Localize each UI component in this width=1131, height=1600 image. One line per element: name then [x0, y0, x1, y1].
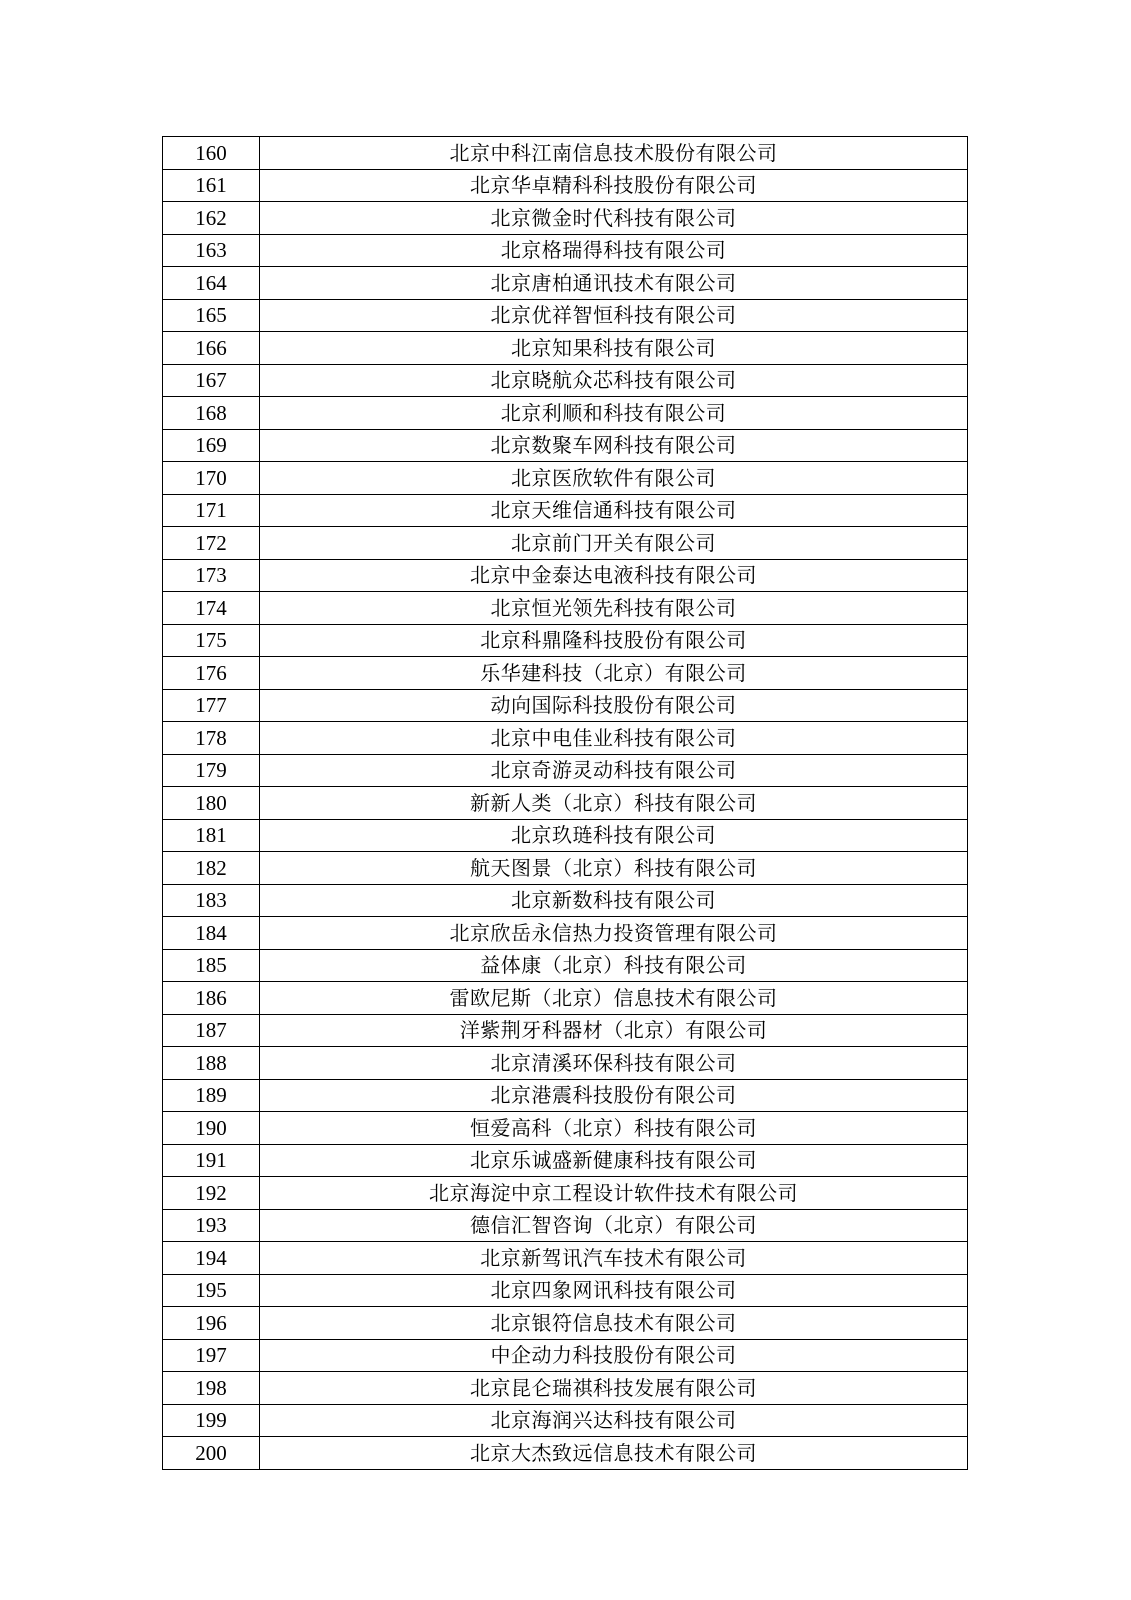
company-name-cell: 北京数聚车网科技有限公司 [260, 429, 968, 462]
table-row [163, 137, 968, 170]
company-name-cell: 北京乐诚盛新健康科技有限公司 [260, 1144, 968, 1177]
table-row [163, 982, 968, 1015]
company-name-cell: 北京大杰致远信息技术有限公司 [260, 1437, 968, 1470]
table-row [163, 332, 968, 365]
table-row [163, 494, 968, 527]
company-name-cell: 北京新数科技有限公司 [260, 884, 968, 917]
row-number-cell: 171 [163, 494, 260, 527]
table-row [163, 267, 968, 300]
company-name-cell: 北京欣岳永信热力投资管理有限公司 [260, 917, 968, 950]
company-name-cell: 北京恒光领先科技有限公司 [260, 592, 968, 625]
company-name-cell: 德信汇智咨询（北京）有限公司 [260, 1209, 968, 1242]
row-number-cell: 183 [163, 884, 260, 917]
row-number-cell: 166 [163, 332, 260, 365]
table-row [163, 819, 968, 852]
table-row [163, 1112, 968, 1145]
table-row [163, 202, 968, 235]
table-row [163, 462, 968, 495]
row-number-cell: 172 [163, 527, 260, 560]
table-row [163, 657, 968, 690]
table-row [163, 1437, 968, 1470]
row-number-cell: 199 [163, 1404, 260, 1437]
table-row [163, 884, 968, 917]
row-number-cell: 187 [163, 1014, 260, 1047]
company-name-cell: 动向国际科技股份有限公司 [260, 689, 968, 722]
table-row [163, 559, 968, 592]
row-number-cell: 192 [163, 1177, 260, 1210]
table-row [163, 592, 968, 625]
table-row [163, 1242, 968, 1275]
row-number-cell: 169 [163, 429, 260, 462]
company-name-cell: 北京唐柏通讯技术有限公司 [260, 267, 968, 300]
company-name-cell: 北京海淀中京工程设计软件技术有限公司 [260, 1177, 968, 1210]
row-number-cell: 194 [163, 1242, 260, 1275]
company-list-table [162, 136, 968, 1470]
row-number-cell: 195 [163, 1274, 260, 1307]
row-number-cell: 180 [163, 787, 260, 820]
company-name-cell: 北京优祥智恒科技有限公司 [260, 299, 968, 332]
row-number-cell: 170 [163, 462, 260, 495]
table-row [163, 1177, 968, 1210]
company-name-cell: 北京银符信息技术有限公司 [260, 1307, 968, 1340]
company-name-cell: 北京奇游灵动科技有限公司 [260, 754, 968, 787]
table-row [163, 852, 968, 885]
table-row [163, 1144, 968, 1177]
row-number-cell: 196 [163, 1307, 260, 1340]
table-row [163, 299, 968, 332]
row-number-cell: 165 [163, 299, 260, 332]
table-row [163, 169, 968, 202]
table-row [163, 787, 968, 820]
row-number-cell: 160 [163, 137, 260, 170]
table-row [163, 722, 968, 755]
company-name-cell: 北京中科江南信息技术股份有限公司 [260, 137, 968, 170]
table-row [163, 1274, 968, 1307]
table-row [163, 234, 968, 267]
company-name-cell: 北京华卓精科科技股份有限公司 [260, 169, 968, 202]
row-number-cell: 182 [163, 852, 260, 885]
company-name-cell: 北京港震科技股份有限公司 [260, 1079, 968, 1112]
row-number-cell: 188 [163, 1047, 260, 1080]
table-row [163, 364, 968, 397]
row-number-cell: 190 [163, 1112, 260, 1145]
row-number-cell: 191 [163, 1144, 260, 1177]
table-row [163, 1014, 968, 1047]
table-row [163, 397, 968, 430]
company-list-body [163, 137, 968, 1470]
company-name-cell: 益体康（北京）科技有限公司 [260, 949, 968, 982]
company-name-cell: 北京新驾讯汽车技术有限公司 [260, 1242, 968, 1275]
row-number-cell: 176 [163, 657, 260, 690]
row-number-cell: 200 [163, 1437, 260, 1470]
table-row [163, 624, 968, 657]
company-name-cell: 中企动力科技股份有限公司 [260, 1339, 968, 1372]
row-number-cell: 184 [163, 917, 260, 950]
row-number-cell: 193 [163, 1209, 260, 1242]
table-row [163, 1404, 968, 1437]
company-name-cell: 北京昆仑瑞祺科技发展有限公司 [260, 1372, 968, 1405]
company-name-cell: 北京科鼎隆科技股份有限公司 [260, 624, 968, 657]
company-name-cell: 北京微金时代科技有限公司 [260, 202, 968, 235]
row-number-cell: 177 [163, 689, 260, 722]
row-number-cell: 167 [163, 364, 260, 397]
table-row [163, 1079, 968, 1112]
row-number-cell: 162 [163, 202, 260, 235]
company-name-cell: 北京前门开关有限公司 [260, 527, 968, 560]
row-number-cell: 174 [163, 592, 260, 625]
table-row [163, 917, 968, 950]
row-number-cell: 186 [163, 982, 260, 1015]
company-name-cell: 新新人类（北京）科技有限公司 [260, 787, 968, 820]
table-row [163, 1307, 968, 1340]
table-row [163, 689, 968, 722]
table-row [163, 1047, 968, 1080]
company-name-cell: 北京晓航众芯科技有限公司 [260, 364, 968, 397]
row-number-cell: 185 [163, 949, 260, 982]
table-row [163, 1339, 968, 1372]
row-number-cell: 173 [163, 559, 260, 592]
company-name-cell: 洋紫荆牙科器材（北京）有限公司 [260, 1014, 968, 1047]
row-number-cell: 197 [163, 1339, 260, 1372]
row-number-cell: 189 [163, 1079, 260, 1112]
company-name-cell: 航天图景（北京）科技有限公司 [260, 852, 968, 885]
row-number-cell: 198 [163, 1372, 260, 1405]
row-number-cell: 175 [163, 624, 260, 657]
company-name-cell: 北京中金泰达电液科技有限公司 [260, 559, 968, 592]
company-name-cell: 乐华建科技（北京）有限公司 [260, 657, 968, 690]
company-name-cell: 北京玖琏科技有限公司 [260, 819, 968, 852]
company-name-cell: 北京知果科技有限公司 [260, 332, 968, 365]
table-row [163, 1372, 968, 1405]
row-number-cell: 163 [163, 234, 260, 267]
company-name-cell: 北京医欣软件有限公司 [260, 462, 968, 495]
company-name-cell: 北京格瑞得科技有限公司 [260, 234, 968, 267]
company-name-cell: 北京天维信通科技有限公司 [260, 494, 968, 527]
row-number-cell: 179 [163, 754, 260, 787]
company-name-cell: 恒爱高科（北京）科技有限公司 [260, 1112, 968, 1145]
company-name-cell: 北京中电佳业科技有限公司 [260, 722, 968, 755]
table-row [163, 754, 968, 787]
table-row [163, 527, 968, 560]
table-row [163, 429, 968, 462]
table-row [163, 949, 968, 982]
company-name-cell: 北京四象网讯科技有限公司 [260, 1274, 968, 1307]
table-row [163, 1209, 968, 1242]
company-name-cell: 北京清溪环保科技有限公司 [260, 1047, 968, 1080]
company-name-cell: 北京海润兴达科技有限公司 [260, 1404, 968, 1437]
company-name-cell: 北京利顺和科技有限公司 [260, 397, 968, 430]
row-number-cell: 168 [163, 397, 260, 430]
row-number-cell: 161 [163, 169, 260, 202]
company-name-cell: 雷欧尼斯（北京）信息技术有限公司 [260, 982, 968, 1015]
row-number-cell: 181 [163, 819, 260, 852]
row-number-cell: 178 [163, 722, 260, 755]
row-number-cell: 164 [163, 267, 260, 300]
